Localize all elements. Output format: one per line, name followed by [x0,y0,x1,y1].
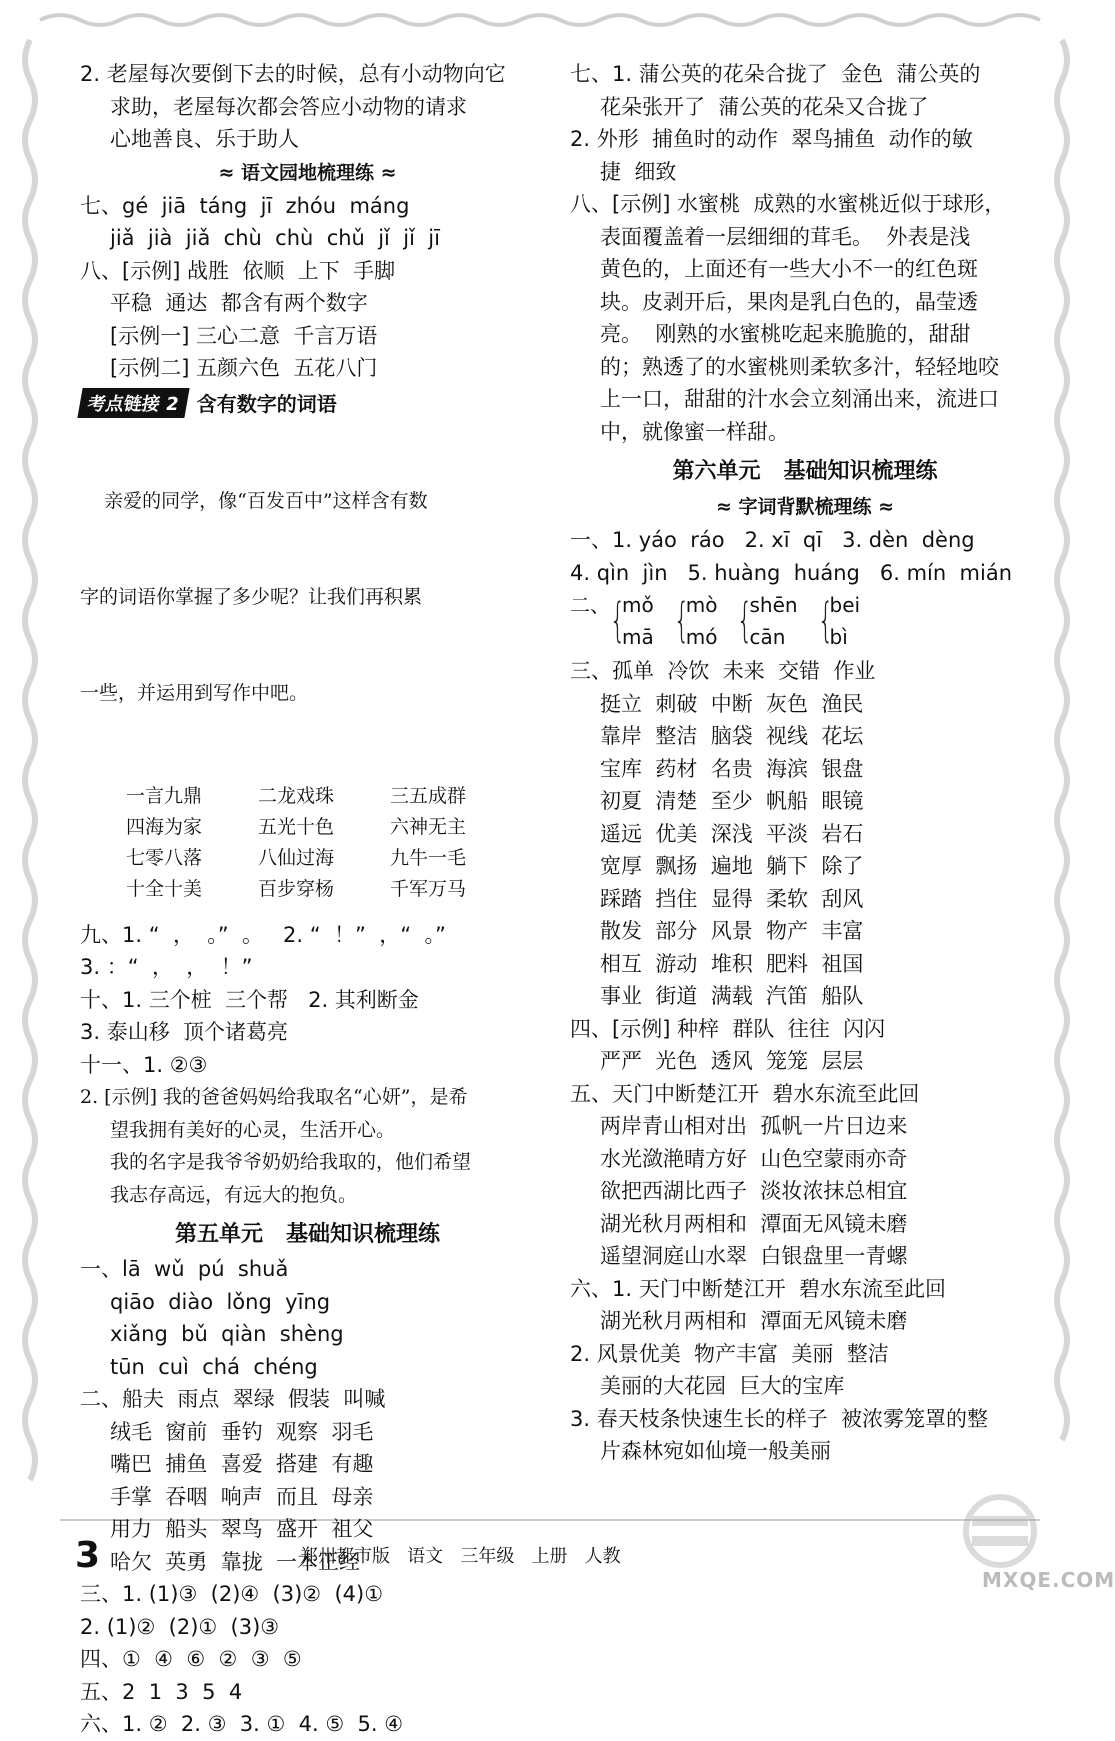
answer-line: 哈欠 英勇 靠拢 一本正经 [110,1549,361,1574]
answer-line: 三、1. (1)③ (2)④ (3)② (4)① [80,1582,384,1606]
pinyin: bì [829,625,848,649]
answer-line: 2. 风景优美 物产丰富 美丽 整洁 [570,1341,889,1366]
brace-group [670,589,718,653]
answer-line: 平稳 通达 都含有两个数字 [110,291,368,315]
answer-line: 九、1. “ ， 。” 。 2. “ ！” ，“ 。” [80,922,446,947]
answer-line: 嘴巴 捕鱼 喜爱 搭建 有趣 [110,1452,374,1476]
answer-line: 三、孤单 冷饮 未来 交错 作业 [570,659,876,683]
answer-line: 捷 细致 [600,159,677,184]
answer-line: 七、gé jiā táng jī zhóu máng [80,193,410,218]
answer-line: 宽厚 飘扬 遍地 躺下 除了 [600,854,864,878]
unit6-title: 第六单元 基础知识梳理练 [672,459,938,484]
answer-line: 花朵张开了 蒲公英的花朵又合拢了 [600,94,929,119]
idiom: 七零八落 [126,846,203,869]
pinyin: mò [685,593,718,617]
answer-line: 3. 春天枝条快速生长的样子 被浓雾笼罩的整 [570,1406,989,1431]
brace-group [733,589,797,653]
polyphone-braces [570,589,1040,655]
answer-line: 手掌 吞咽 响声 而且 母亲 [110,1484,374,1509]
idiom: 八仙过海 [258,846,335,869]
idiom: 千军万马 [390,877,467,900]
pinyin: cān [749,625,786,649]
answer-line: 十一、1. ②③ [80,1052,208,1077]
answer-line: 片森林宛如仙境一般美丽 [600,1439,831,1463]
idiom: 四海为家 [126,815,203,838]
kaodian-intro: 亲爱的同学，像“百发百中”这样含有数 字的词语你掌握了多少呢？让我们再积累 一些，并运用到写作中吧。 [80,489,428,704]
answer-line: 相互 游动 堆积 肥料 祖国 [600,951,864,976]
pinyin: mǒ [622,593,654,617]
brace-group [814,589,861,653]
kaodian-title: 含有数字的词语 [196,392,337,416]
answer-line: 八、[示例] 战胜 依顺 上下 手脚 [80,258,396,283]
idiom: 三五成群 [390,784,467,807]
idiom: 百步穿杨 [258,877,335,900]
answer-line: 上一口，甜甜的汁水会立刻涌出来，流进口 [600,387,999,411]
answer-line: 严严 光色 透风 笼笼 层层 [600,1049,864,1073]
answer-line: [示例二] 五颜六色 五花八门 [110,356,378,380]
handwritten-answer: 我志存高远，有远大的抱负。 [110,1183,358,1206]
answer-line: 美丽的大花园 巨大的宝库 [600,1374,845,1398]
answer-line: 挺立 刺破 中断 灰色 渔民 [600,691,864,716]
unit5-title: 第五单元 基础知识梳理练 [175,1222,440,1247]
answer-line: 用力 船头 翠鸟 盛开 祖父 [110,1517,374,1541]
kaodian-link-header [80,385,535,421]
answer-line: 欲把西湖比西子 淡妆浓抹总相宜 [600,1179,908,1203]
handwritten-answer: 2. [示例] 我的爸爸妈妈给我取名“心妍”，是希 [80,1086,468,1108]
answer-line: 五、天门中断楚江开 碧水东流至此回 [570,1081,920,1106]
answer-line: 心地善良、乐于助人 [110,127,299,151]
answer-line: 遥望洞庭山水翠 白银盘里一青螺 [600,1244,908,1268]
right-column [570,58,1040,1468]
idiom: 五光十色 [258,815,335,838]
pinyin: mó [685,625,718,649]
answer-line: 二、船夫 雨点 翠绿 假装 叫喊 [80,1387,386,1411]
answer-line: 的；熟透了的水蜜桃则柔软多汁，轻轻地咬 [600,354,999,379]
answer-line: 湖光秋月两相和 潭面无风镜未磨 [600,1211,908,1236]
answer-line: 2. 外形 捕鱼时的动作 翠鸟捕鱼 动作的敏 [570,127,973,151]
answer-line: 中，就像蜜一样甜。 [600,419,789,444]
answer-line: qiāo diào lǒng yīng [110,1289,331,1314]
left-brace: { [817,593,834,647]
handwritten-answer: 望我拥有美好的心灵，生活开心。 [110,1118,396,1141]
answer-line: 四、[示例] 种梓 群队 往往 闪闪 [570,1016,886,1041]
answer-line: 黄色的，上面还有一些大小不一的红色斑 [600,257,978,281]
answer-line: 踩踏 挡住 显得 柔软 刮风 [600,886,864,911]
left-column [80,58,535,1741]
answer-line: [示例一] 三心二意 千言万语 [110,323,378,348]
idiom: 一言九鼎 [126,784,203,807]
answer-line: 遥远 优美 深浅 平淡 岩石 [600,821,864,846]
answer-line: 表面覆盖着一层细细的茸毛。 外表是浅 [600,224,971,249]
answer-line: 事业 街道 满载 汽笛 船队 [600,984,864,1008]
question-label: 二、 [570,593,610,617]
pinyin: bei [829,593,861,617]
answer-line: 3. ：“ ， ， ！” [80,955,253,979]
left-brace: { [673,593,690,647]
answer-line: 初夏 清楚 至少 帆船 眼镜 [600,789,864,813]
idiom-grid [80,781,535,905]
section-subtitle-words: ≈ 字词背默梳理练 ≈ [715,496,895,518]
answer-line: 六、1. 天门中断楚江开 碧水东流至此回 [570,1276,947,1301]
answer-line: 块。皮剥开后，果肉是乳白色的，晶莹透 [600,289,978,314]
answer-line: 八、[示例] 水蜜桃 成熟的水蜜桃近似于球形， [570,192,1006,216]
left-brace: { [737,593,754,647]
section-subtitle-garden: ≈ 语文园地梳理练 ≈ [218,161,397,184]
answer-line: 宝库 药材 名贵 海滨 银盘 [600,756,864,781]
answer-line: 绒毛 窗前 垂钓 观察 羽毛 [110,1419,374,1444]
answer-line: 4. qìn jìn 5. huàng huáng 6. mín mián [570,560,1013,585]
answer-line: 六、1. ② 2. ③ 3. ① 4. ⑤ 5. ④ [80,1712,404,1736]
idiom: 九牛一毛 [390,846,467,869]
answer-line: 2. (1)② (2)① (3)③ [80,1614,280,1639]
answer-line: 求助，老屋每次都会答应小动物的请求 [110,94,467,119]
column-divider [545,60,546,1510]
answer-line: 水光潋滟晴方好 山色空蒙雨亦奇 [600,1146,908,1171]
handwritten-answer: 我的名字是我爷爷奶奶给我取的，他们希望 [110,1151,472,1173]
answer-line: 两岸青山相对出 孤帆一片日边来 [600,1114,908,1138]
kaodian-tag: 考点链接 2 [77,388,189,418]
answer-line: 亮。 刚熟的水蜜桃吃起来脆脆的，甜甜 [600,322,971,346]
pinyin: shēn [749,593,798,617]
watermark-text: MXQE.COM [982,1568,1115,1592]
answer-line: 七、1. 蒲公英的花朵合拢了 金色 蒲公英的 [570,62,981,86]
answer-line: 湖光秋月两相和 潭面无风镜未磨 [600,1309,908,1333]
idiom: 六神无主 [390,815,467,838]
idiom: 十全十美 [126,877,203,900]
answer-line: 一、lā wǔ pú shuǎ [80,1257,289,1281]
answer-line: 十、1. 三个桩 三个帮 2. 其利断金 [80,987,419,1012]
page-footer [0,1532,1091,1582]
answer-line: jiǎ jià jiǎ chù chù chǔ jǐ jǐ jī [110,226,440,250]
brace-group [606,589,654,653]
answer-line: xiǎng bǔ qiàn shèng [110,1322,344,1346]
footer-edition-text: 郑州都市版 语文 三年级 上册 人教 [300,1546,621,1567]
answer-line: 一、1. yáo ráo 2. xī qī 3. dèn dèng [570,528,975,552]
page-number: 3 [75,1535,101,1576]
pinyin: mā [622,625,654,649]
answer-line: tūn cuì chá chéng [110,1354,318,1379]
answer-line: 四、① ④ ⑥ ② ③ ⑤ [80,1647,302,1671]
answer-line: 3. 泰山移 顶个诸葛亮 [80,1020,289,1044]
answer-line: 靠岸 整洁 脑袋 视线 花坛 [600,724,864,748]
answer-line: 2. 老屋每次要倒下去的时候，总有小动物向它 [80,62,506,86]
answer-line: 五、2 1 3 5 4 [80,1679,243,1704]
answer-line: 散发 部分 风景 物产 丰富 [600,919,864,943]
idiom: 二龙戏珠 [258,784,335,807]
left-brace: { [609,593,626,647]
